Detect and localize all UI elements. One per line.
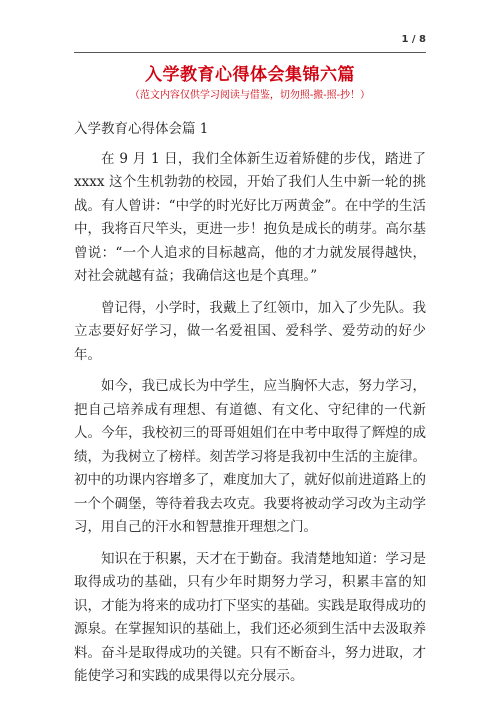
paragraph: 如今，我已成长为中学生，应当胸怀大志，努力学习，把自己培养成有理想、有道德、有文化、守纪律的一代新人。今年，我校初三的哥哥姐姐们在中考中取得了辉煌的成绩，为我树立了榜样。刻苦学习将是我初中生活的主旋律。初中的功课内容增多了，难度加大了，就好似前进道路上的一个个碉堡，等待着我去攻克。我要将被动学习改为主动学习，用自己的汗水和智慧推开理想之门。 <box>74 378 426 535</box>
page-number: 1 / 8 <box>401 34 426 45</box>
paragraph: 知识在于积累，天才在于勤奋。我清楚地知道：学习是取得成功的基础，只有少年时期努力学习，积累丰富的知识，才能为将来的成功打下坚实的基础。实践是取得成功的源泉。在掌握知识的基础上，我们还必须到生活中去汲取养料。奋斗是取得成功的关键。只有不断奋斗，努力进取，才能使学习和实践的成果得以充分展示。 <box>74 550 426 684</box>
paragraph: 在 9 月 1 日，我们全体新生迈着矫健的步伐，踏进了 xxxx 这个生机勃勃的校园，开始了我们人生中新一轮的挑战。有人曾讲：“中学的时光好比万两黄金”。在中学的生活中，我将百尺竿头，更进一步！抱负是成长的萌芽。高尔基曾说：“一个人追求的目标越高，他的才力就发展得越快，对社会就越有益；我确信这也是个真理。” <box>74 150 426 284</box>
header-rule <box>74 52 426 53</box>
document-body <box>74 118 426 697</box>
document-subtitle: （范文内容仅供学习阅读与借鉴，切勿照-搬-照-抄！） <box>129 90 371 101</box>
document-title: 入学教育心得体会集锦六篇 <box>145 65 355 85</box>
section-heading: 入学教育心得体会篇 1 <box>74 121 209 137</box>
paragraph: 曾记得，小学时，我戴上了红领巾，加入了少先队。我立志要好好学习，做一名爱祖国、爱科学、爱劳动的好少年。 <box>74 299 426 363</box>
